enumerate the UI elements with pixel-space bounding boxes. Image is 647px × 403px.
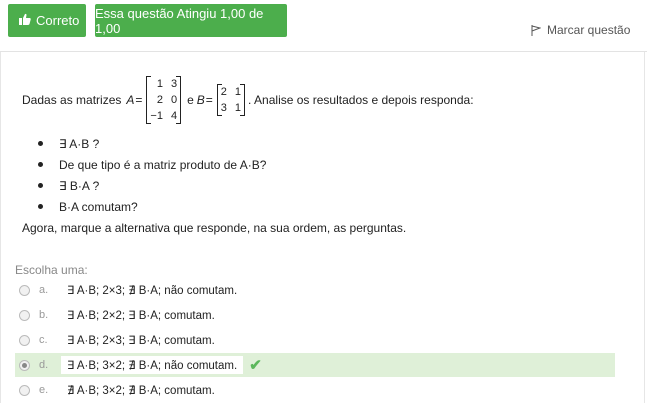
list-item: De que tipo é a matriz produto de A·B? <box>38 154 266 175</box>
radio-button[interactable] <box>19 310 30 321</box>
radio-button[interactable] <box>19 285 30 296</box>
flag-label: Marcar questão <box>547 23 631 37</box>
content-border-right <box>644 52 645 403</box>
flag-question-link[interactable] <box>531 23 630 37</box>
list-item: ∃ B·A ? <box>38 175 266 196</box>
matrix-b-label: B <box>196 93 205 107</box>
checkmark-icon: ✔ <box>249 357 262 374</box>
option-a[interactable]: a. ∃ A·B; 2×3; ∄ B·A; não comutam. <box>15 278 615 302</box>
option-e[interactable]: e. ∄ A·B; 3×2; ∄ B·A; comutam. <box>15 378 615 402</box>
choices-prompt: Escolha uma: <box>15 263 88 277</box>
question-text: Dadas as matrizes A = 1 3 2 0 −1 4 e B = 2 1 3 1 . Analise os resultados e depois responda: <box>22 78 474 122</box>
matrix-a: 1 3 2 0 −1 4 <box>146 76 181 124</box>
option-b[interactable]: b. ∃ A·B; 2×2; ∃ B·A; comutam. <box>15 303 615 327</box>
radio-button[interactable] <box>19 385 30 396</box>
question-intro: Dadas as matrizes <box>22 93 122 107</box>
instruction-text: Agora, marque a alternativa que responde, na sua ordem, as perguntas. <box>22 221 407 235</box>
content-border-left <box>0 52 1 403</box>
and-text: e <box>187 93 194 107</box>
correct-status-button <box>8 4 86 37</box>
list-item: ∃ A·B ? <box>38 133 266 154</box>
question-header <box>0 0 647 52</box>
correct-label: Correto <box>36 13 80 28</box>
list-item: B·A comutam? <box>38 196 266 217</box>
subquestion-list <box>38 133 266 217</box>
thumbs-up-icon <box>19 13 31 28</box>
grade-badge: Essa questão Atingiu 1,00 de 1,00 <box>95 4 287 37</box>
flag-icon <box>531 25 541 36</box>
matrix-b: 2 1 3 1 <box>217 84 245 116</box>
question-tail: . Analise os resultados e depois responda: <box>248 93 474 107</box>
option-c[interactable]: c. ∃ A·B; 2×3; ∃ B·A; comutam. <box>15 328 615 352</box>
option-d[interactable]: d. ∃ A·B; 3×2; ∄ B·A; não comutam. ✔ <box>15 353 615 377</box>
header-divider <box>0 51 647 52</box>
radio-button[interactable] <box>19 335 30 346</box>
radio-button-selected[interactable] <box>19 360 30 371</box>
matrix-a-label: A <box>126 93 135 107</box>
